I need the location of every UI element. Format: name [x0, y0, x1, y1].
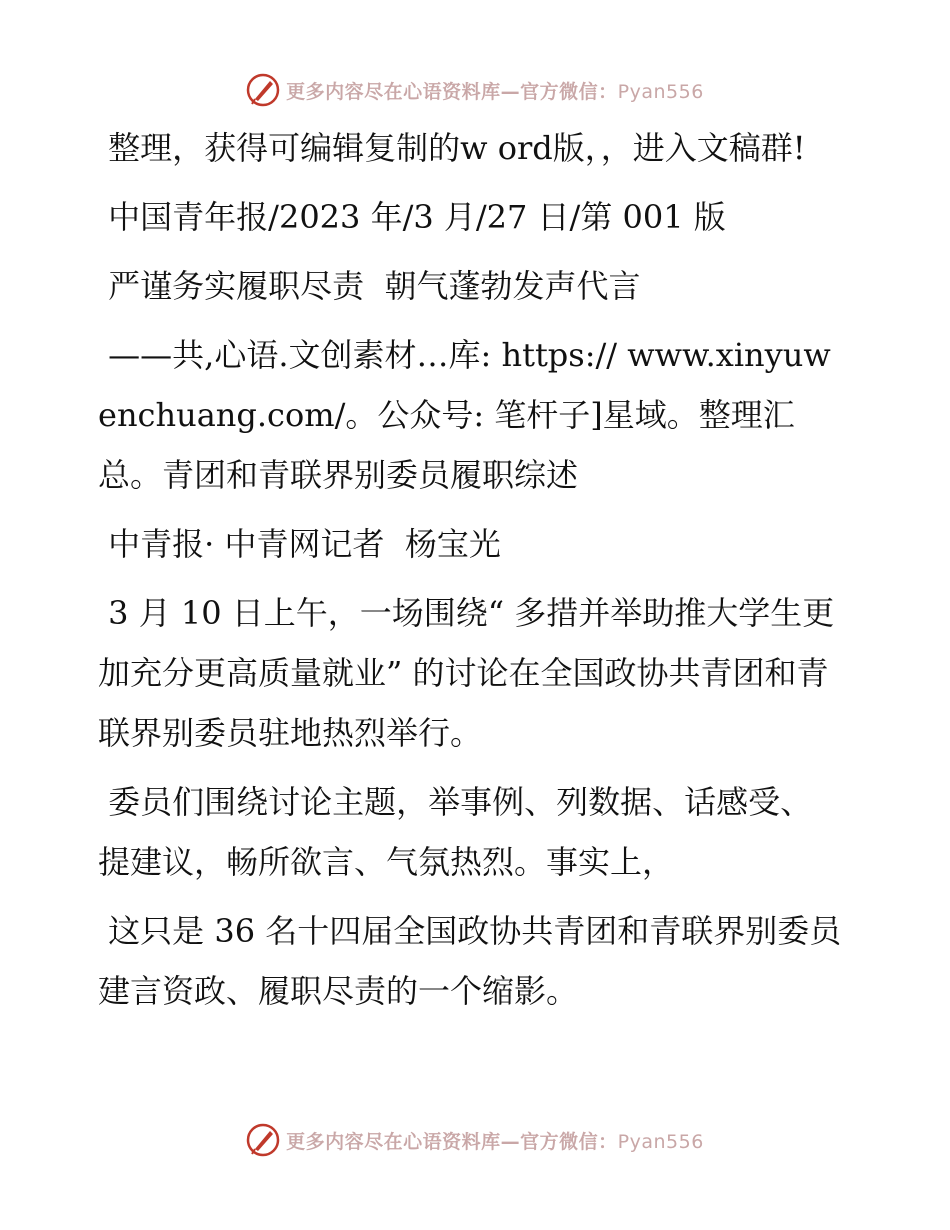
byline: 中青报· 中青网记者 杨宝光	[98, 525, 501, 563]
document-paragraph: 3 月 10 日上午，一场围绕“ 多措并举助推大学生更加充分更高质量就业” 的讨论在全国政协共青团和青联界别委员驻地热烈举行。	[98, 594, 835, 752]
quill-logo-icon	[246, 1123, 280, 1157]
document-paragraph: 这只是 36 名十四届全国政协共青团和青联界别委员建言资政、履职尽责的一个缩影。	[98, 912, 842, 1010]
footer-watermark-banner	[0, 1120, 950, 1160]
article-headline: 严谨务实履职尽责 朝气蓬勃发声代言	[98, 267, 641, 305]
article-subheadline: ——共,心语.文创素材…库: https:// www.xinyuwenchuang.com/。公众号: 笔杆子]星域。整理汇总。青团和青联界别委员履职综述	[98, 336, 831, 494]
document-paragraph: 中国青年报/2023 年/3 月/27 日/第 001 版	[98, 198, 726, 236]
header-watermark-text: 更多内容尽在心语资料库—官方微信：Pyan556	[286, 80, 704, 103]
document-body	[98, 118, 843, 1021]
quill-logo-icon	[246, 73, 280, 107]
document-paragraph: 委员们围绕讨论主题，举事例、列数据、话感受、提建议，畅所欲言、气氛热烈。事实上，	[98, 783, 813, 881]
header-watermark-banner	[0, 70, 950, 110]
document-paragraph: 整理，获得可编辑复制的w ord版，，进入文稿群!	[98, 129, 806, 167]
footer-watermark-text: 更多内容尽在心语资料库—官方微信：Pyan556	[286, 1130, 704, 1153]
